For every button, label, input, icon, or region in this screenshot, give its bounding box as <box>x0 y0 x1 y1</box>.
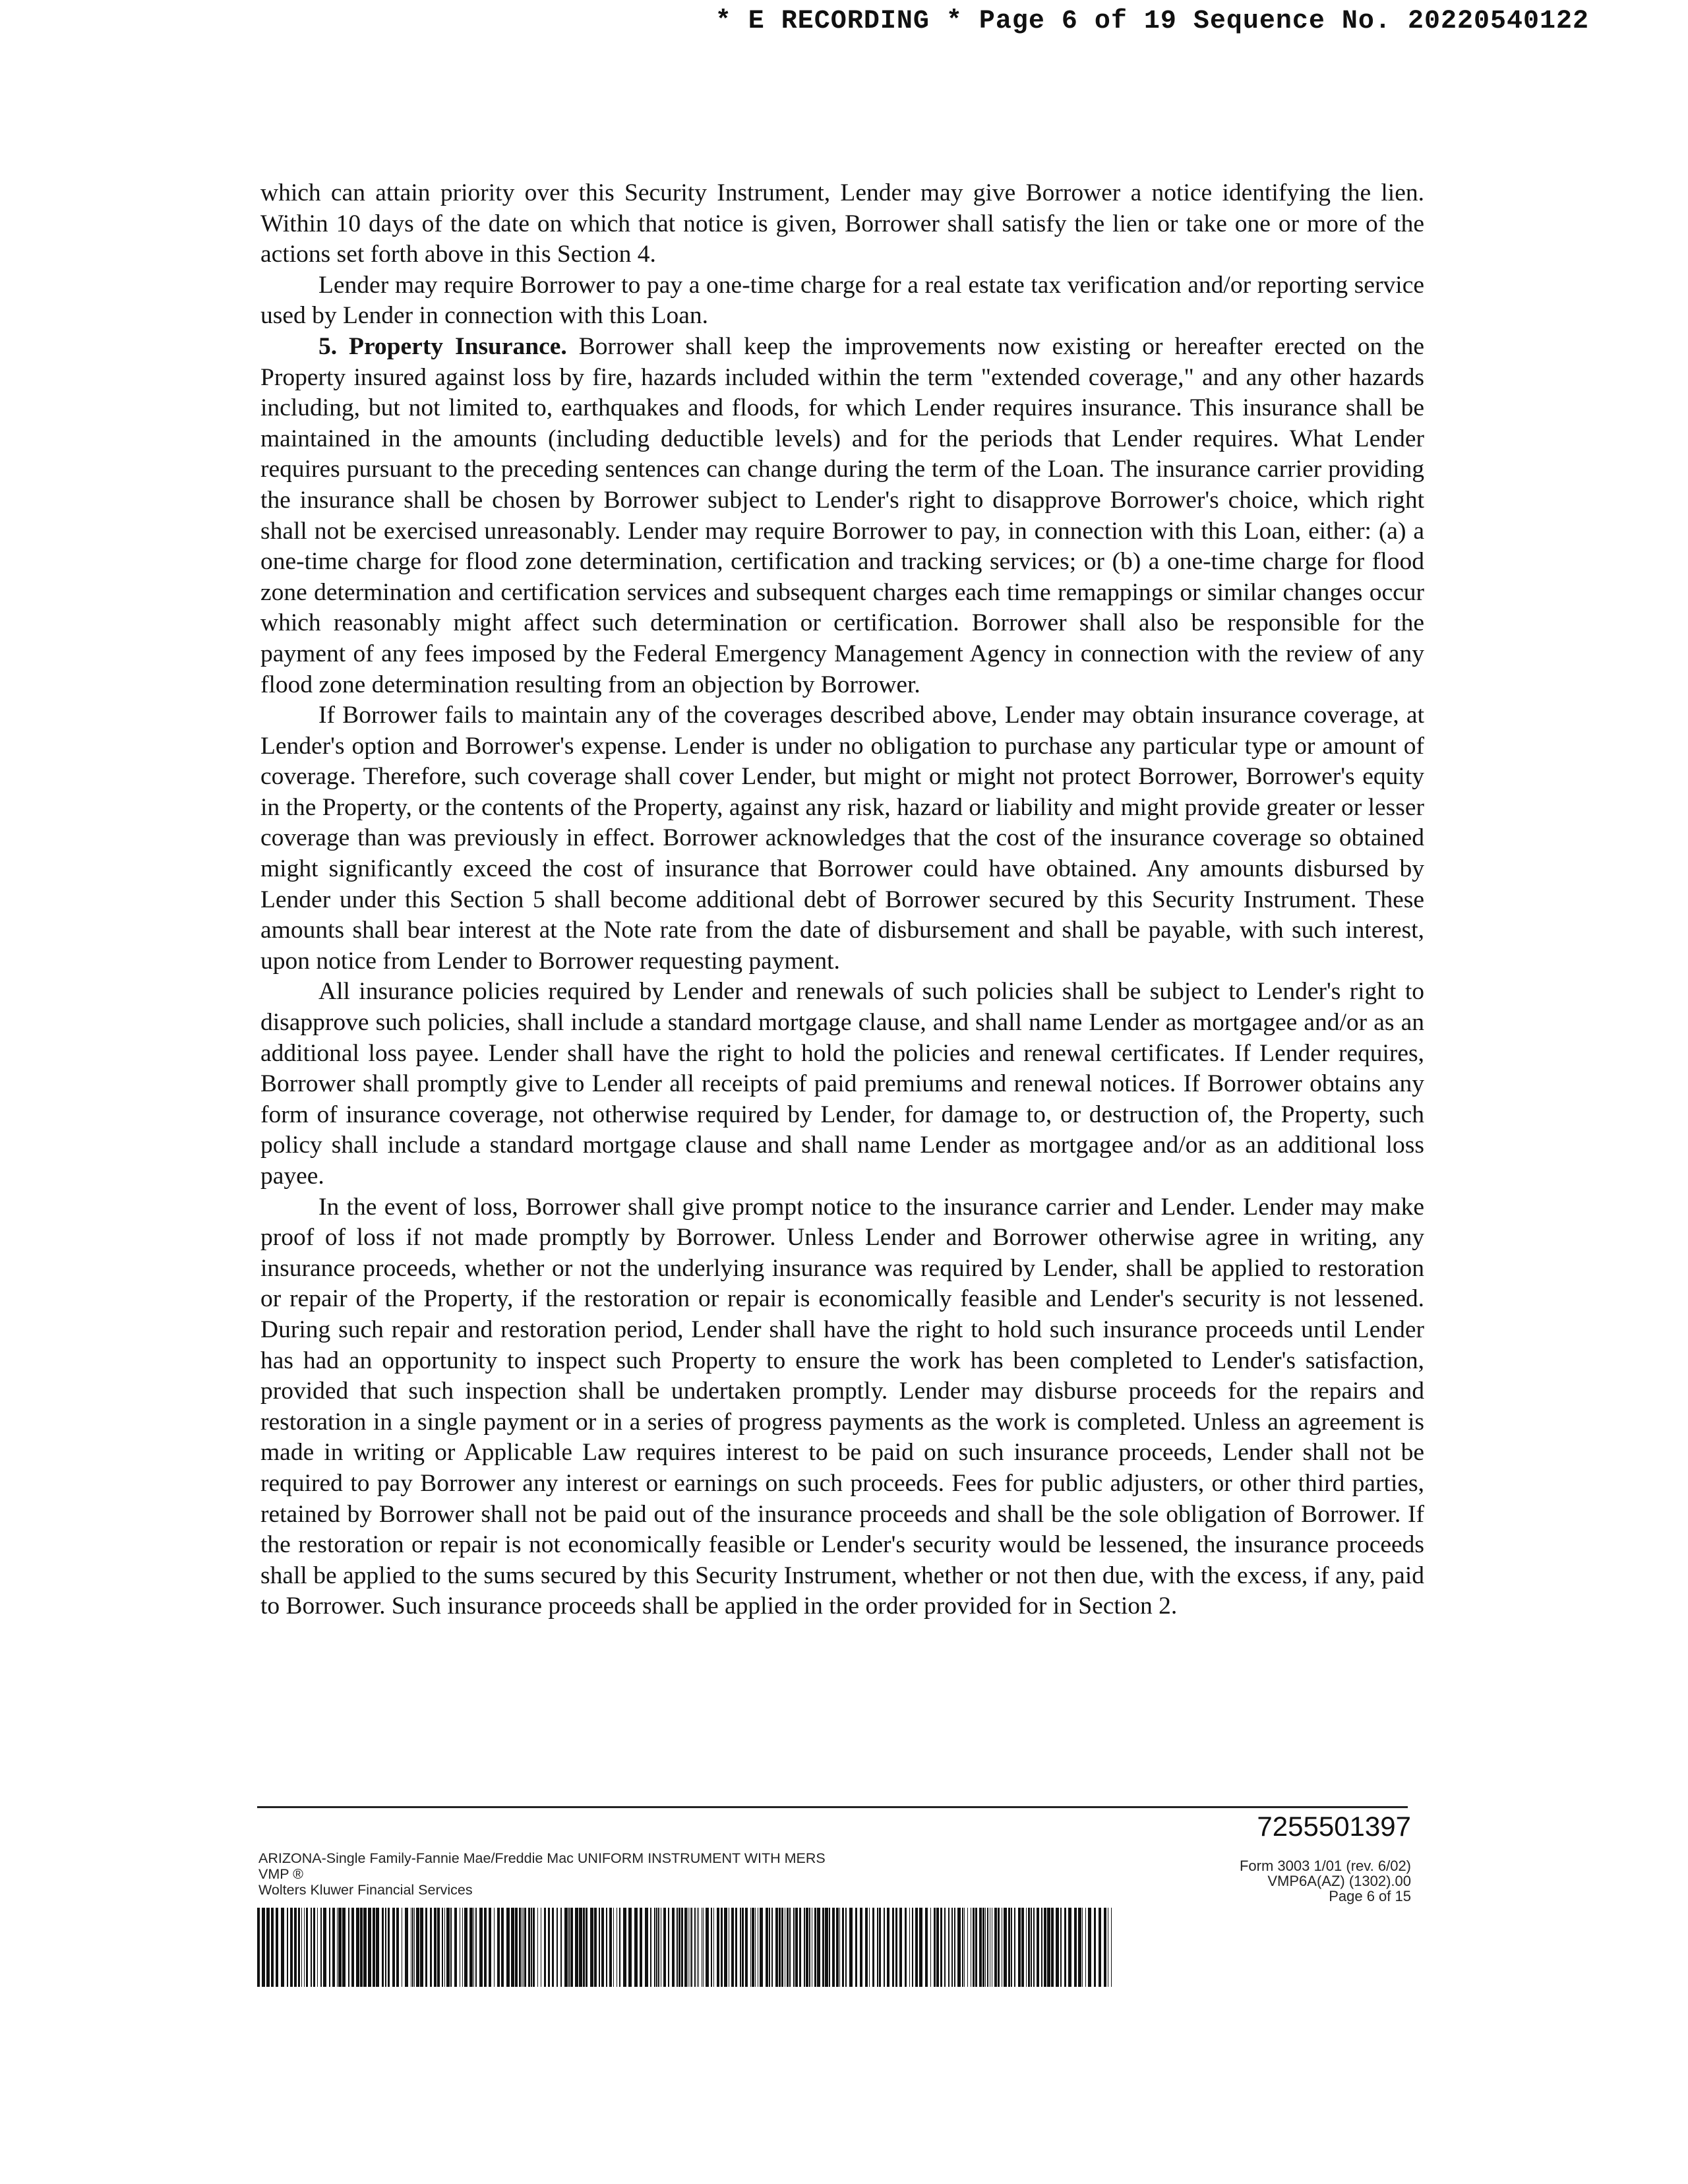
paragraph-lien-notice: which can attain priority over this Security Instrument, Lender may give Borrower a notice identifying the lien. Within 10 days of the date on which that notice is given, Borrower shall satisfy the lien or take one or more of the actions set forth above in this Section 4. <box>260 179 1424 268</box>
vmp-mark: VMP ® <box>258 1866 304 1882</box>
paragraph-property-insurance <box>260 332 1424 700</box>
paragraph-insurance-policies: All insurance policies required by Lender and renewals of such policies shall be subject to Lender's right to disapprove such policies, shall include a standard mortgage clause, and shall name Lender as mortgagee and/or as an additional loss payee. Lender shall have the right to hold the policies and renewal certificates. If Lender requires, Borrower shall promptly give to Lender all receipts of paid premiums and renewal notices. If Borrower obtains any form of insurance coverage, not otherwise required by Lender, for damage to, or destruction of, the Property, such policy shall include a standard mortgage clause and shall name Lender as mortgagee and/or as an additional loss payee. <box>260 978 1424 1190</box>
paragraph-tax-verification: Lender may require Borrower to pay a one-time charge for a real estate tax verification and/or reporting service used by Lender in connection with this Loan. <box>260 271 1424 330</box>
section-heading-property-insurance: 5. Property Insurance. <box>318 332 567 360</box>
paragraph-property-insurance-text: Borrower shall keep the improvements now existing or hereafter erected on the Property insured against loss by fire, hazards included within the term "extended coverage," and any other hazards including, but not limited to, earthquakes and floods, for which Lender requires insurance. This insurance shall be maintained in the amounts (including deductible levels) and for the periods that Lender requires. What Lender requires pursuant to the preceding sentences can change during the term of the Loan. The insurance carrier providing the insurance shall be chosen by Borrower subject to Lender's right to disapprove Borrower's choice, which right shall not be exercised unreasonably. Lender may require Borrower to pay, in connection with this Loan, either: (a) a one-time charge for flood zone determination, certification and tracking services; or (b) a one-time charge for flood zone determination and certification services and subsequent charges each time remappings or similar changes occur which reasonably might affect such determination or certification. Borrower shall also be responsible for the payment of any fees imposed by the Federal Emergency Management Agency in connection with the review of any flood zone determination resulting from an objection by Borrower. <box>260 332 1424 698</box>
document-body <box>260 178 1424 1622</box>
form-code: VMP6A(AZ) (1302).00 <box>1267 1873 1411 1889</box>
form-page-number: Page 6 of 15 <box>1329 1888 1411 1904</box>
form-number: Form 3003 1/01 (rev. 6/02) <box>1239 1858 1411 1874</box>
paragraph-coverage-failure: If Borrower fails to maintain any of the coverages described above, Lender may obtain insurance coverage, at Lender's option and Borrower's expense. Lender is under no obligation to purchase any particular type or amount of coverage. Therefore, such coverage shall cover Lender, but might or might not protect Borrower, Borrower's equity in the Property, or the contents of the Property, against any risk, hazard or liability and might provide greater or lesser coverage than was previously in effect. Borrower acknowledges that the cost of the insurance coverage so obtained might significantly exceed the cost of insurance that Borrower could have obtained. Any amounts disbursed by Lender under this Section 5 shall become additional debt of Borrower secured by this Security Instrument. These amounts shall bear interest at the Note rate from the date of disbursement and shall be payable, with such interest, upon notice from Lender to Borrower requesting payment. <box>260 702 1424 975</box>
loan-number: 7255501397 <box>1257 1811 1411 1842</box>
form-identifier <box>1240 1858 1411 1904</box>
form-title: ARIZONA-Single Family-Fannie Mae/Freddie Mac UNIFORM INSTRUMENT WITH MERS <box>258 1850 826 1866</box>
publisher-name: Wolters Kluwer Financial Services <box>258 1882 473 1898</box>
paragraph-event-of-loss: In the event of loss, Borrower shall give prompt notice to the insurance carrier and Lender. Lender may make proof of loss if not made promptly by Borrower. Unless Lender and Borrower otherwise agree in writing, any insurance proceeds, whether or not the underlying insurance was required by Lender, shall be applied to restoration or repair of the Property, if the restoration or repair is economically feasible and Lender's security is not lessened. During such repair and restoration period, Lender shall have the right to hold such insurance proceeds until Lender has had an opportunity to inspect such Property to ensure the work has been completed to Lender's satisfaction, provided that such inspection shall be undertaken promptly. Lender may disburse proceeds for the repairs and restoration in a single payment or in a series of progress payments as the work is completed. Unless an agreement is made in writing or Applicable Law requires interest to be paid on such insurance proceeds, Lender shall not be required to pay Borrower any interest or earnings on such proceeds. Fees for public adjusters, or other third parties, retained by Borrower shall not be paid out of the insurance proceeds and shall be the sole obligation of Borrower. If the restoration or repair is not economically feasible or Lender's security would be lessened, the insurance proceeds shall be applied to the sums secured by this Security Instrument, whether or not then due, with the excess, if any, paid to Borrower. Such insurance proceeds shall be applied in the order provided for in Section 2. <box>260 1193 1424 1620</box>
barcode <box>257 1908 1114 1987</box>
recording-stamp: * E RECORDING * Page 6 of 19 Sequence No. 20220540122 <box>715 7 1589 36</box>
footer-divider <box>257 1806 1408 1808</box>
form-source-info <box>258 1850 826 1898</box>
